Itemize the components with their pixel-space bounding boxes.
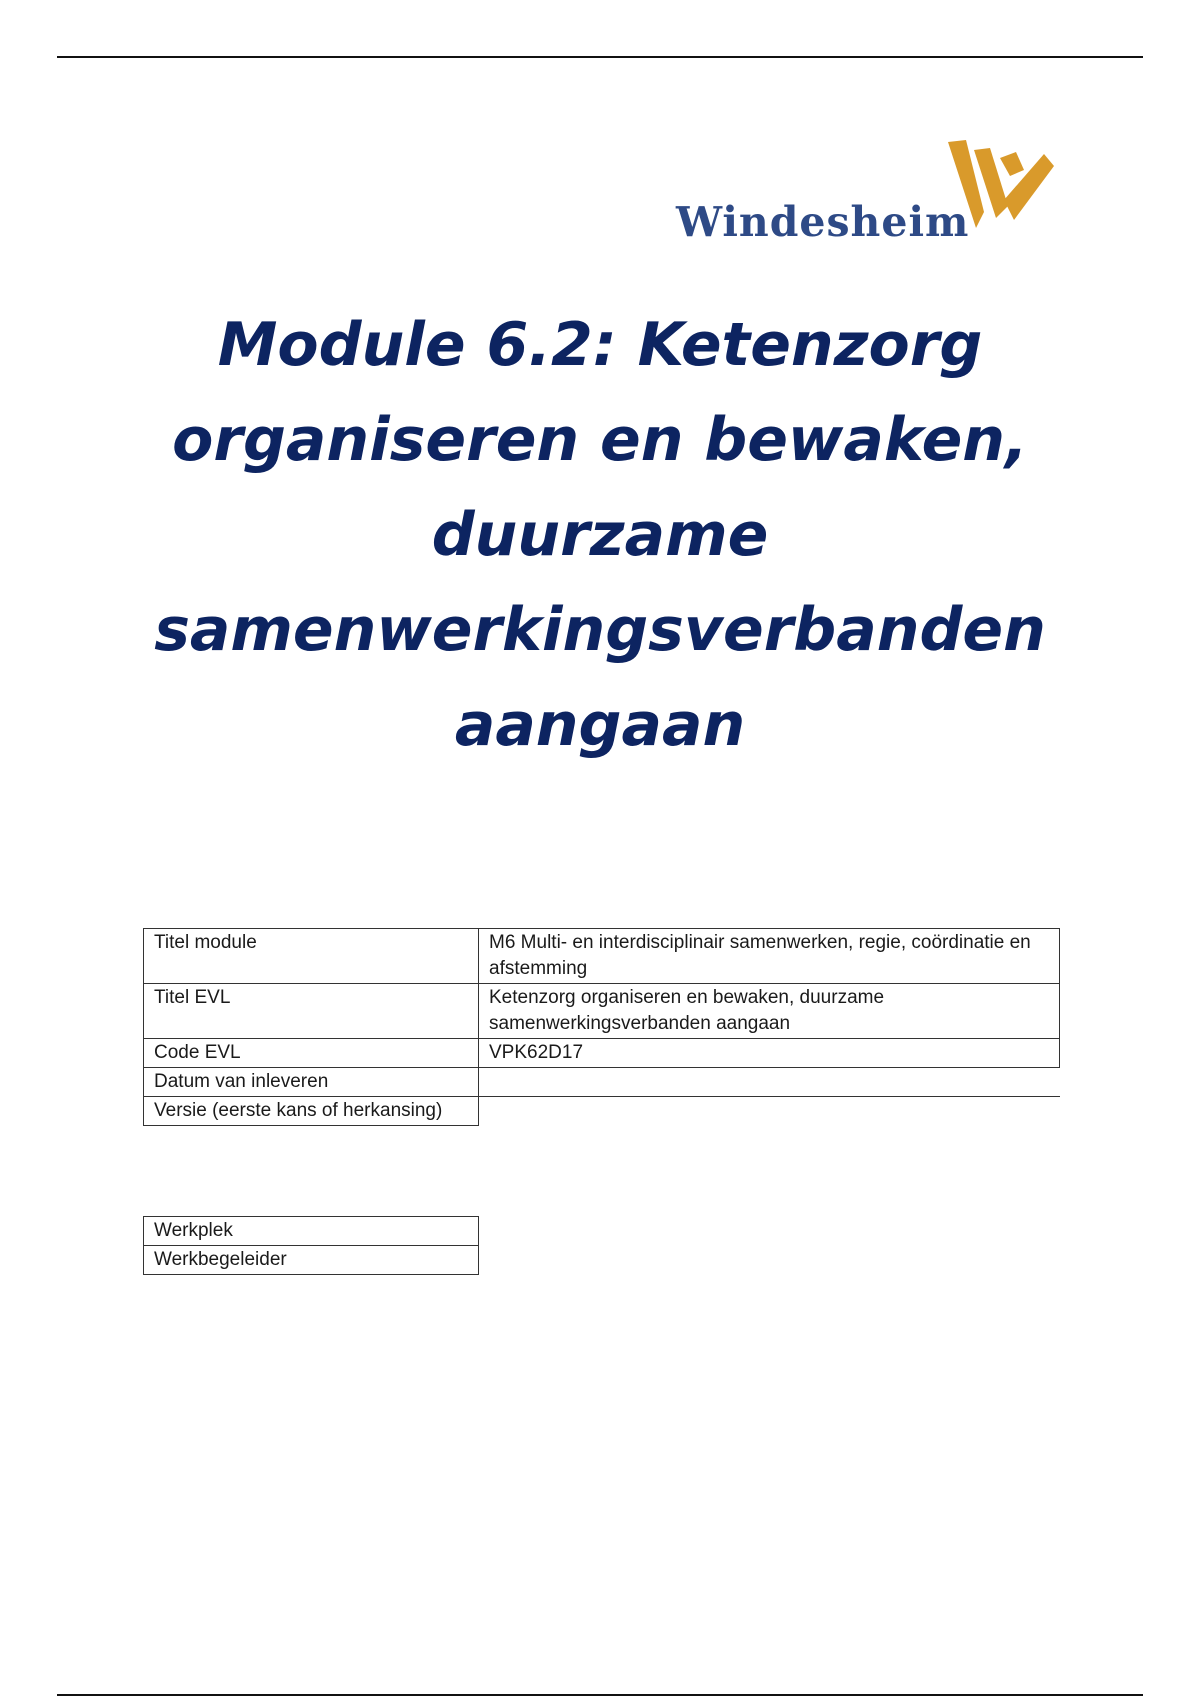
document-title (100, 298, 1100, 773)
title-line: duurzame (431, 500, 769, 570)
row-label: Titel module (144, 929, 479, 984)
table-row (144, 1246, 479, 1275)
row-label: Werkbegeleider (144, 1246, 479, 1275)
logo-wordmark: Windesheim (676, 198, 970, 246)
top-rule (57, 56, 1143, 58)
row-label: Werkplek (144, 1217, 479, 1246)
table-row (144, 929, 1060, 984)
row-label: Datum van inleveren (144, 1068, 479, 1097)
row-value: VPK62D17 (479, 1039, 1060, 1068)
table-row (144, 1039, 1060, 1068)
windesheim-w-icon (944, 140, 1056, 230)
bottom-rule (57, 1694, 1143, 1696)
row-label: Titel EVL (144, 984, 479, 1039)
row-value: Ketenzorg organiseren en bewaken, duurzame samenwerkingsverbanden aangaan (479, 984, 1060, 1039)
title-line: samenwerkingsverbanden (154, 595, 1046, 665)
row-value-empty (479, 1097, 1060, 1126)
title-line: aangaan (454, 690, 746, 760)
windesheim-logo (676, 140, 1076, 250)
table-row (144, 1097, 1060, 1126)
row-value-empty (479, 1068, 1060, 1097)
row-label: Versie (eerste kans of herkansing) (144, 1097, 479, 1126)
row-label: Code EVL (144, 1039, 479, 1068)
module-info-table (143, 928, 1060, 1126)
table-row (144, 984, 1060, 1039)
table-row (144, 1217, 479, 1246)
workplace-table (143, 1216, 479, 1275)
row-value: M6 Multi- en interdisciplinair samenwerken, regie, coördinatie en afstemming (479, 929, 1060, 984)
title-line: Module 6.2: Ketenzorg (217, 310, 983, 380)
table-row (144, 1068, 1060, 1097)
title-line: organiseren en bewaken, (172, 405, 1028, 475)
